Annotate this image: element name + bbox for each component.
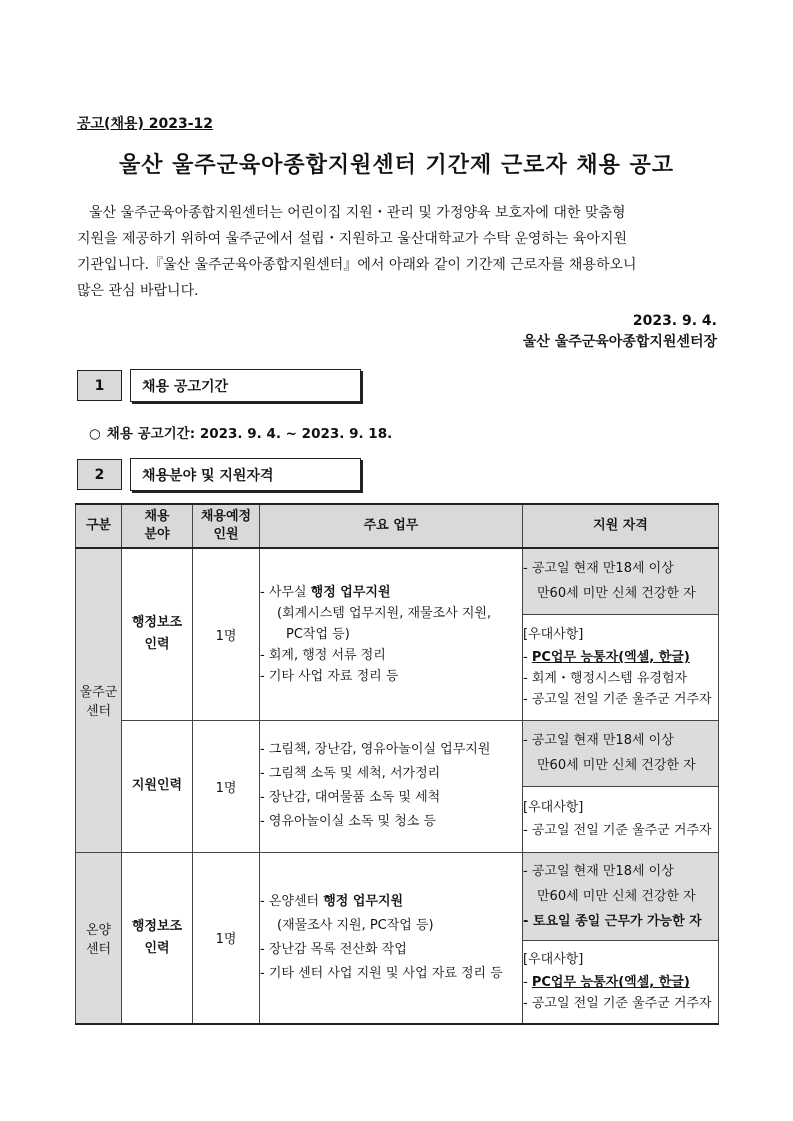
field-cell: 지원인력 [122, 720, 193, 852]
page-title: 울산 울주군육아종합지원센터 기간제 근로자 채용 공고 [118, 153, 675, 178]
recruit-table [75, 503, 719, 1025]
duties-cell: - 그림책, 장난감, 영유아놀이실 업무지원 - 그림책 소독 및 세척, 서가정리 - 장난감, 대여물품 소독 및 세척 - 영유아놀이실 소독 및 청소 등 [260, 720, 523, 852]
header-duties: 주요 업무 [260, 504, 523, 548]
duties-cell: - 온양센터 행정 업무지원 (재물조사 지원, PC작업 등) - 장난감 목록 전산화 작업 - 기타 센터 사업 지원 및 사업 자료 정리 등 [260, 852, 523, 1024]
qualification-cell: - 공고일 현재 만18세 이상 만60세 미만 신체 건강한 자 [523, 720, 719, 786]
division-cell: 울주군 센터 [76, 548, 122, 852]
header-division: 구분 [76, 504, 122, 548]
count-cell: 1명 [193, 720, 260, 852]
table-row [76, 720, 719, 786]
intro-line: 지원을 제공하기 위하여 울주군에서 설립・지원하고 울산대학교가 수탁 운영하는 육아지원 [77, 231, 627, 247]
preference-cell: [우대사항] - 공고일 전일 기준 울주군 거주자 [523, 786, 719, 852]
count-cell: 1명 [193, 548, 260, 720]
notice-number: 공고(채용) 2023-12 [77, 116, 214, 132]
section-number: 2 [77, 459, 122, 490]
table-row [76, 548, 719, 614]
preference-cell: [우대사항] - PC업무 능통자(엑셀, 한글) - 회계・행정시스템 유경험자 - 공고일 전일 기준 울주군 거주자 [523, 614, 719, 720]
duties-cell: - 사무실 행정 업무지원 (회계시스템 업무지원, 재물조사 지원, PC작업 등) - 회계, 행정 서류 정리 - 기타 사업 자료 정리 등 [260, 548, 523, 720]
qualification-cell: - 공고일 현재 만18세 이상 만60세 미만 신체 건강한 자 - 토요일 종일 근무가 가능한 자 [523, 852, 719, 940]
qualification-cell: - 공고일 현재 만18세 이상 만60세 미만 신체 건강한 자 [523, 548, 719, 614]
circle-bullet-icon: ○ [89, 426, 101, 442]
period-text: 채용 공고기간: 2023. 9. 4. ~ 2023. 9. 18. [106, 426, 393, 442]
table-header-row [76, 504, 719, 548]
division-cell: 온양 센터 [76, 852, 122, 1024]
field-cell: 행정보조 인력 [122, 852, 193, 1024]
header-field: 채용 분야 [122, 504, 193, 548]
intro-line: 많은 관심 바랍니다. [77, 283, 199, 299]
intro-paragraph [77, 200, 717, 304]
section-number: 1 [77, 370, 122, 401]
intro-line: 울산 울주군육아종합지원센터는 어린이집 지원・관리 및 가정양육 보호자에 대한 맞춤형 [89, 205, 626, 221]
header-qualifications: 지원 자격 [523, 504, 719, 548]
preference-cell: [우대사항] - PC업무 능통자(엑셀, 한글) - 공고일 전일 기준 울주군 거주자 [523, 940, 719, 1024]
notice-date: 2023. 9. 4. [632, 313, 717, 329]
count-cell: 1명 [193, 852, 260, 1024]
header-count: 채용예정 인원 [193, 504, 260, 548]
table-row [76, 852, 719, 940]
field-cell: 행정보조 인력 [122, 548, 193, 720]
intro-line: 기관입니다.『울산 울주군육아종합지원센터』에서 아래와 같이 기간제 근로자를 채용하오니 [77, 257, 637, 273]
signer: 울산 울주군육아종합지원센터장 [522, 334, 717, 350]
recruit-period [89, 422, 392, 442]
section-title: 채용분야 및 지원자격 [130, 458, 361, 491]
section-title: 채용 공고기간 [130, 369, 361, 402]
